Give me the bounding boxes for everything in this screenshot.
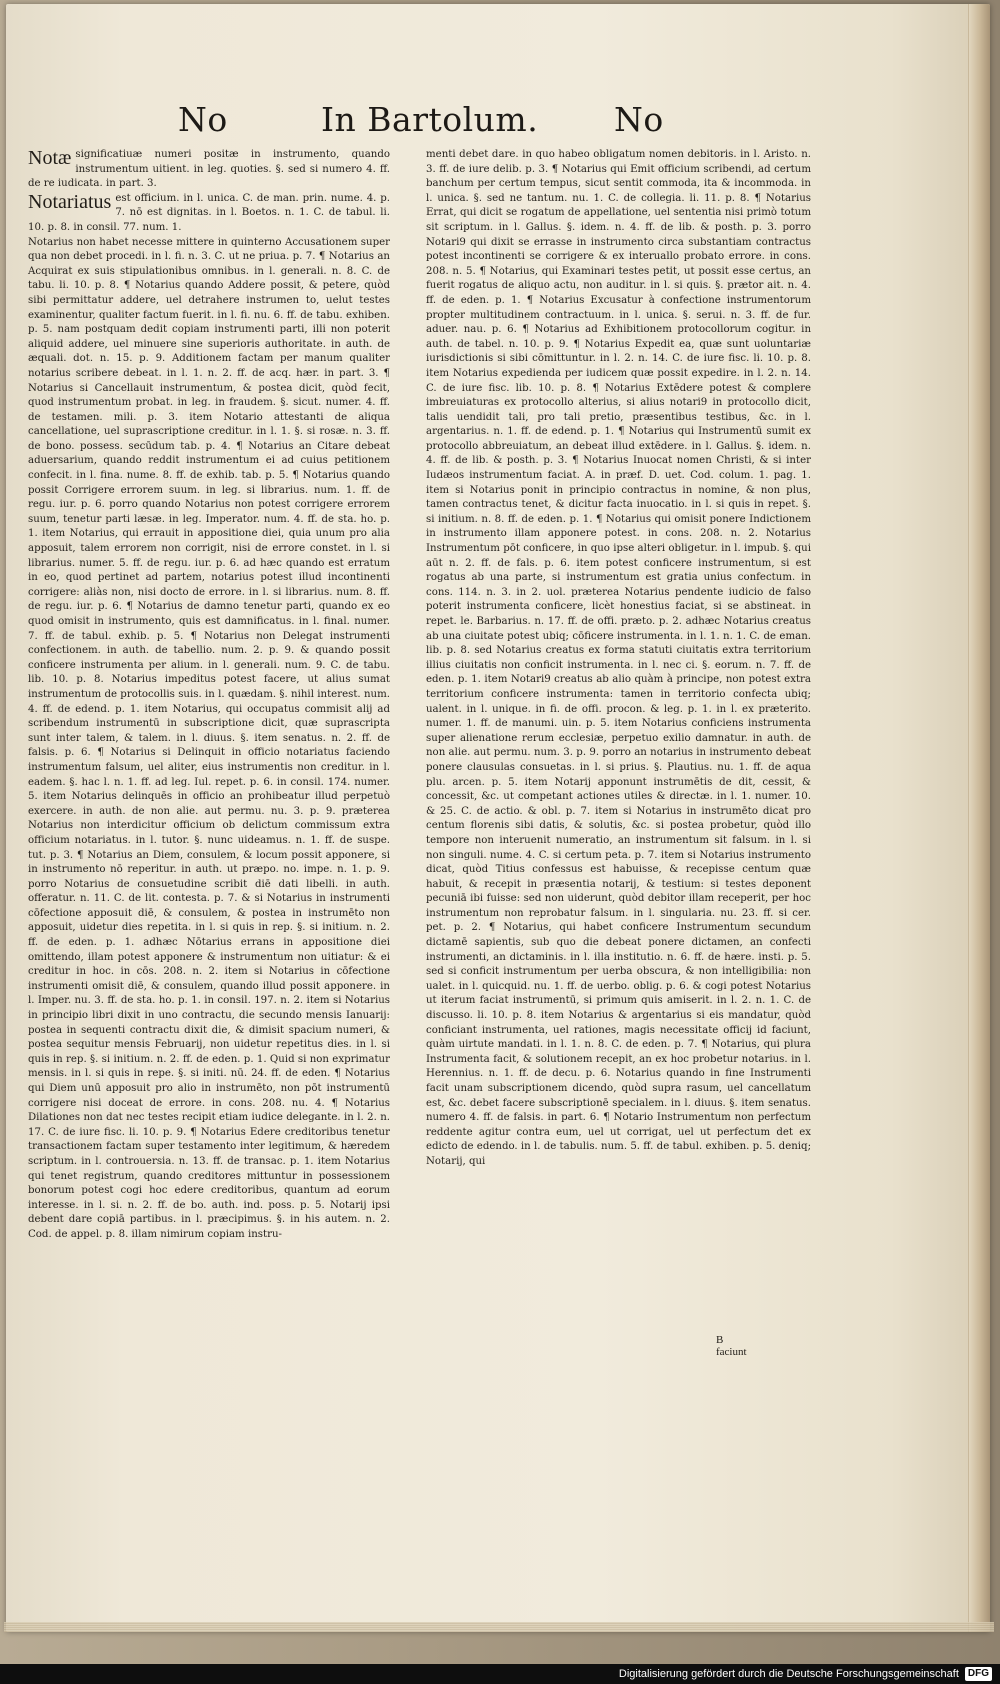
entry-notarius-body: Notarius non habet necesse mittere in quinterno Accusationem super qua non debet procedi. in l. fi. n. 3. C. ut ne priua. p. 7. ¶ Notarius an Acquirat ex suis stipulationibus omnibus. in l. generali. n. 8. C. de tabu. li. 10. p. 8. ¶ Notarius quando Addere possit, & petere, quòd sibi permittatur addere, uel detrahere instrumen to, uelut testes examinentur, qualiter factum fuerit. in l. fi. nu. 6. ff. de tabu. exhiben. p. 5. nam postquam dedit copiam instrumenti parti, illi non poterit aliquid addere, uel minuere sine superioris authoritate. in auth. de æquali. dot. n. 15. p. 9. Additionem factam per manum qualiter notarius scribere debeat. in l. 1. n. 2. ff. de acq. hær. in part. 3. ¶ Notarius si Cancellauit instrumentum, & postea dicit, quòd fecit, quod instrumentum probat. in leg. in fraudem. §. sicut. numer. 4. ff. de testamen. mili. p. 3. item Notario attestanti de aliqua cancellatione, uel suprascriptione creditur. in l. 1. §. si rosæ. n. 3. ff. de bono. possess. secūdum tab. p. 4. ¶ Notarius an Citare debeat aduersarium, quando reddit instrumentum ei ad cuius petitionem confecit. in l. fina. nume. 8. ff. de exhib. tab. p. 5. ¶ Notarius quando possit Corrigere errorem suum. in leg. si librarius. num. 1. ff. de regu. iur. p. 6. porro quando Notarius non potest corrigere errorem suum, tenetur parti læsæ. in leg. Imperator. num. 4. ff. de sta. ho. p. 1. item Notarius, qui errauit in appositione diei, quia unum pro alia apposuit, talem errorem non corrigit, nisi de errore constet. in l. si librarius. numer. 5. ff. de regu. iur. p. 6. ad hæc quando est erratum in eo, quod pertinet ad partem, notarius potest illud incontinenti corrigere: aliàs non, nisi docto de errore. in l. si librarius. num. 8. ff. de regu. iur. p. 6. ¶ Notarius de damno tenetur parti, quando ex eo quod omisit in instrumento, quis est damnificatus. in l. final. numer. 7. ff. de tabul. exhib. p. 5. ¶ Notarius non Delegat instrumenti confectionem. in auth. de tabellio. num. 2. p. 9. & quando possit conficere instrumenta per alium. in l. generali. num. 9. C. de tabu. lib. 10. p. 8. Notarius impeditus potest facere, ut alius sumat instrumentum de protocollis suis. in l. quædam. §. nihil interest. num. 4. ff. de edend. p. 1. item Notarius, qui occupatus commisit alij ad scribendum instrumentū in subscriptione dicit, quæ suprascripta sunt inter talem, & talem. in l. diuus. §. item senatus. n. 2. ff. de falsis. p. 6. ¶ Notarius si Delinquit in officio notariatus faciendo instrumentum falsum, uel aliter, eius instrumentis non creditur. in l. eadem. §. hac l. n. 1. ff. ad leg. Iul. repet. p. 6. in consil. 174. numer. 5. item Notarius delinquēs in officio an prohibeatur illud perpetuò exercere. in auth. de non alie. aut permu. nu. 3. p. 9. præterea Notarius non interdicitur officium ob delictum commissum extra officium notariatus. in l. tutor. §. nunc uideamus. n. 1. ff. de suspe. tut. p. 3. ¶ Notarius an Diem, consulem, & locum possit apponere, si in instrumento nō reperitur. in auth. ut præpo. no. impe. n. 1. p. 9. porro Notarius de consuetudine scribit diē dati libelli. in auth. offeratur. n. 11. C. de lit. contesta. p. 7. & si Notarius in instrumenti cōfectione apposuit diē, & consulem, & postea in instrumēto non apposuit, uidetur dies repetita. in l. si quis in rep. §. si initium. n. 2. ff. de eden. p. 1. adhæc Nōtarius errans in appositione diei omittendo, illam potest apponere & instrumentum non uitiatur: & ei creditur in hoc. in cōs. 208. n. 2. item si Notarius in cōfectione instrumenti omisit diē, & consulem, quando illud possit apponere. in l. Imper. nu. 3. ff. de sta. ho. p. 1. in consil. 197. n. 2. item si Notarius in principio libri dixit in uno contractu, die secundo mensis Ianuarij: postea in sequenti contractu dixit die, & dimisit spacium numeri, & postea sequitur mensis Februarij, non uidetur repetitus dies. in l. si quis in rep. §. si initium. n. 2. ff. de eden. p. 1. Quid si non exprimatur mensis. in l. si quis in repe. §. si initi. nū. 24. ff. de eden. ¶ Notarius qui Diem unū apposuit pro alio in instrumēto, non pōt instrumentū corrigere nisi doceat de errore. in cons. 208. nu. 4. ¶ Notarius Dilationes non dat nec testes recipit etiam iudice delegante. in l. 2. n. 17. C. de iure fisc. li. 10. p. 9. ¶ Notarius Edere creditoribus tenetur transactionem factam super testamento inter legitimum, & hæredem scriptum. in l. controuersia. n. 13. ff. de transac. p. 1. item Notarius qui tenet registrum, quando creditores mittuntur in possessionem bonorum potest cogi hoc edere creditoribus, quantum ad eorum interesse. in l. si. n. 2. ff. de bo. auth. ind. poss. p. 5. Notarij ipsi debent dare copiā partibus. in l. præcipimus. §. in his autem. n. 2. Cod. de appel. p. 8. illam nimirum copiam instru-	[28, 236, 390, 1240]
running-header	[6, 100, 990, 144]
catchword: faciunt	[716, 1346, 747, 1358]
signature-mark: B	[716, 1334, 724, 1346]
right-text-column	[426, 148, 811, 1170]
signature-line	[716, 1334, 806, 1358]
book-page	[6, 4, 990, 1632]
entry-notae	[28, 148, 390, 192]
header-title: In Bartolum.	[321, 100, 539, 139]
entry-notarius-continued: menti debet dare. in quo habeo obligatum nomen debitoris. in l. Aristo. n. 3. ff. de iure delib. p. 3. ¶ Notarius qui Emit officium scribendi, ad certum banchum per certum tempus, sicut sentit commoda, ita & incommoda. in l. unica. §. sed ne tantum. nu. 1. C. de collegia. li. 11. p. 8. ¶ Notarius Errat, qui dicit se rogatum de appellatione, uel sententia nisi primò totum sit scriptum. in l. Gallus. §. idem. n. 4. ff. de lib. & posth. p. 3. porro Notari9 qui dixit se errasse in instrumento circa substantiam contractus potest incontinenti se corrigere & ex interuallo probato errore. in cons. 208. n. 5. ¶ Notarius, qui Examinari testes petit, ut possit esse certus, an fuerit rogatus de aliquo actu, non auditur. in l. si quis. §. prætor ait. n. 4. ff. de eden. p. 1. ¶ Notarius Excusatur à confectione instrumentorum propter multitudinem contractuum. in l. unica. §. serui. n. 3. ff. de fur. aduer. nau. p. 6. ¶ Notarius ad Exhibitionem protocollorum cogitur. in auth. de tabel. n. 10. p. 9. ¶ Notarius Expedit ea, quæ sunt uoluntariæ iurisdictionis si sibi cōmittuntur. in l. 2. n. 14. C. de iure fisc. li. 10. p. 8. item Notarius expedienda per iudicem quæ possit expedire. in l. 2. n. 14. C. de iure fisc. lib. 10. p. 8. ¶ Notarius Extēdere potest & complere imbreuiaturas ex protocollo alterius, si alius notari9 in protocollo dicit, talis uendidit tali, pro tali pretio, præsentibus testibus, &c. in l. argentarius. n. 1. ff. de edend. p. 1. ¶ Notarius qui Instrumentū sumit ex protocollo abbreuiatum, an debeat illud extēdere. in l. Gallus. §. idem. n. 4. ff. de lib. & posth. p. 3. ¶ Notarius Inuocat nomen Christi, & si inter Iudæos instrumentum faciat. A. in præf. D. uet. Cod. colum. 1. pag. 1. item si Notarius ponit in principio contractus in nomine, & non plus, tamen contractus tenet, & dicitur facta inuocatio. in l. si quis in repet. §. si initium. n. 8. ff. de eden. p. 1. ¶ Notarius qui omisit ponere Indictionem in instrumento illam apponere potest. in cons. 208. n. 2. Notarius Instrumentum pōt conficere, in quo ipse alteri obligetur. in l. impub. §. qui aūt n. 2. ff. de fals. p. 6. item potest conficere instrumentum, si est rogatus ab una parte, si instrumentum est gratia unius confectum. in cons. 114. n. 3. in 2. uol. præterea Notarius pendente iudicio de falso poterit instrumenta conficere, licèt honestius faciat, si se abstineat. in repet. le. Barbarius. n. 17. ff. de offi. præto. p. 2. adhæc Notarius creatus ab una ciuitate potest ubiq; cōficere instrumenta. in l. 1. n. 1. C. de eman. lib. p. 8. sed Notarius creatus ex forma statuti ciuitatis extra territorium illius ciuitatis non conficit instrumenta. in l. nec ci. §. eorum. n. 7. ff. de eden. p. 1. item Notari9 creatus ab alio quàm à principe, non potest extra territorium conficere instrumenta: tamen in territorio confecta ubiq; ualent. in l. unique. in fi. de offi. procon. & leg. p. 1. in l. ex præterito. numer. 1. ff. de manumi. uin. p. 5. item Notarius conficiens instrumenta super alienatione rerum ecclesiæ, perpetuo exilio damnatur. in auth. de non alie. aut permu. num. 3. p. 9. porro an notarius in instrumento debeat ponere clausulas consuetas. in l. si prius. §. Plautius. nu. 1. ff. de aqua plu. arcen. p. 5. item Notarij apponunt instrumētis de dit, cessit, & concessit, &c. ut competant actiones utiles & directæ. in l. 1. numer. 10. & 25. C. de actio. & obl. p. 7. item si Notarius in instrumēto dicat pro centum florenis sibi datis, & solutis, &c. si postea probetur, quòd illo tempore non interuenit numeratio, an instrumentum sit falsum. in l. si non singuli. nume. 4. C. si certum peta. p. 7. item si Notarius instrumento dicat, quòd Titius confessus est habuisse, & recepisse centum quæ habuit, & recepit in præsentia notarij, & testium: si testes deponent pecuniā ibi fuisse: sed non uiderunt, quòd debitor illam receperit, per hoc instrumentum non reprobatur falsum. in l. singularia. nu. 23. ff. si cer. pet. p. 2. ¶ Notarius, qui habet conficere Instrumentum secundum dictamē sapientis, sub quo die debeat ponere dictamen, an confecti instrumenti, an dictaminis. in l. illa institutio. n. 6. ff. de hære. insti. p. 5. sed si conficit instrumentum per uerba obscura, & non intelligibilia: non ualet. in l. quicquid. nu. 1. ff. de uerbo. oblig. p. 6. & cogi potest Notarius ut iterum faciat instrumentū, si primum quis amiserit. in l. 2. n. 1. C. de discusso. li. 10. p. 8. item Notarius & argentarius si eis mandatur, quòd conficiant instrumenta, uel rationes, magis necessitate officij id faciunt, quàm uirtute mandati. in l. 1. n. 8. C. de eden. p. 7. ¶ Notarius, qui plura Instrumenta facit, & solutionem recepit, an ex hoc probetur notarius. in l. Herennius. n. 1. ff. de decu. p. 6. Notarius quando in fine Instrumenti facit unam subscriptionem dicendo, quòd supra rasum, uel cancellatum est, &c. debet facere subscriptionē specialem. in l. diuus. §. item senatus. numero 4. ff. de falsis. in part. 6. ¶ Notario Instrumentum non perfectum reddente agitur contra eum, uel ut corrigat, uel ut perfectum det ex edicto de edendo. in l. de tabulis. num. 5. ff. de tabul. exhiben. p. 5. deniq; Notarij, qui	[426, 149, 811, 1167]
header-left-guideword: No	[178, 100, 228, 139]
digitization-credit-bar	[0, 1664, 1000, 1684]
credit-text: Digitalisierung gefördert durch die Deutsche Forschungsgemeinschaft	[618, 1668, 959, 1680]
entry-text: est officium. in l. unica. C. de man. prin. nume. 4. p. 7. nō est dignitas. in l. Boetos. n. 1. C. de tabul. li. 10. p. 8. in consil. 77. num. 1.	[28, 192, 390, 233]
entry-headword: Notariatus	[28, 190, 112, 213]
page-gutter	[968, 4, 990, 1632]
entry-text: significatiuæ numeri positæ in instrumento, quando instrumentum uitient. in leg. quoties. §. sed si numero 4. ff. de re iudicata. in part. 3.	[28, 149, 390, 190]
entry-notariatus	[28, 192, 390, 236]
page-edges	[4, 1622, 994, 1632]
dfg-logo: DFG	[965, 1667, 992, 1681]
left-text-column	[28, 148, 390, 1243]
entry-headword: Notæ	[28, 147, 72, 169]
header-right-guideword: No	[614, 100, 664, 139]
